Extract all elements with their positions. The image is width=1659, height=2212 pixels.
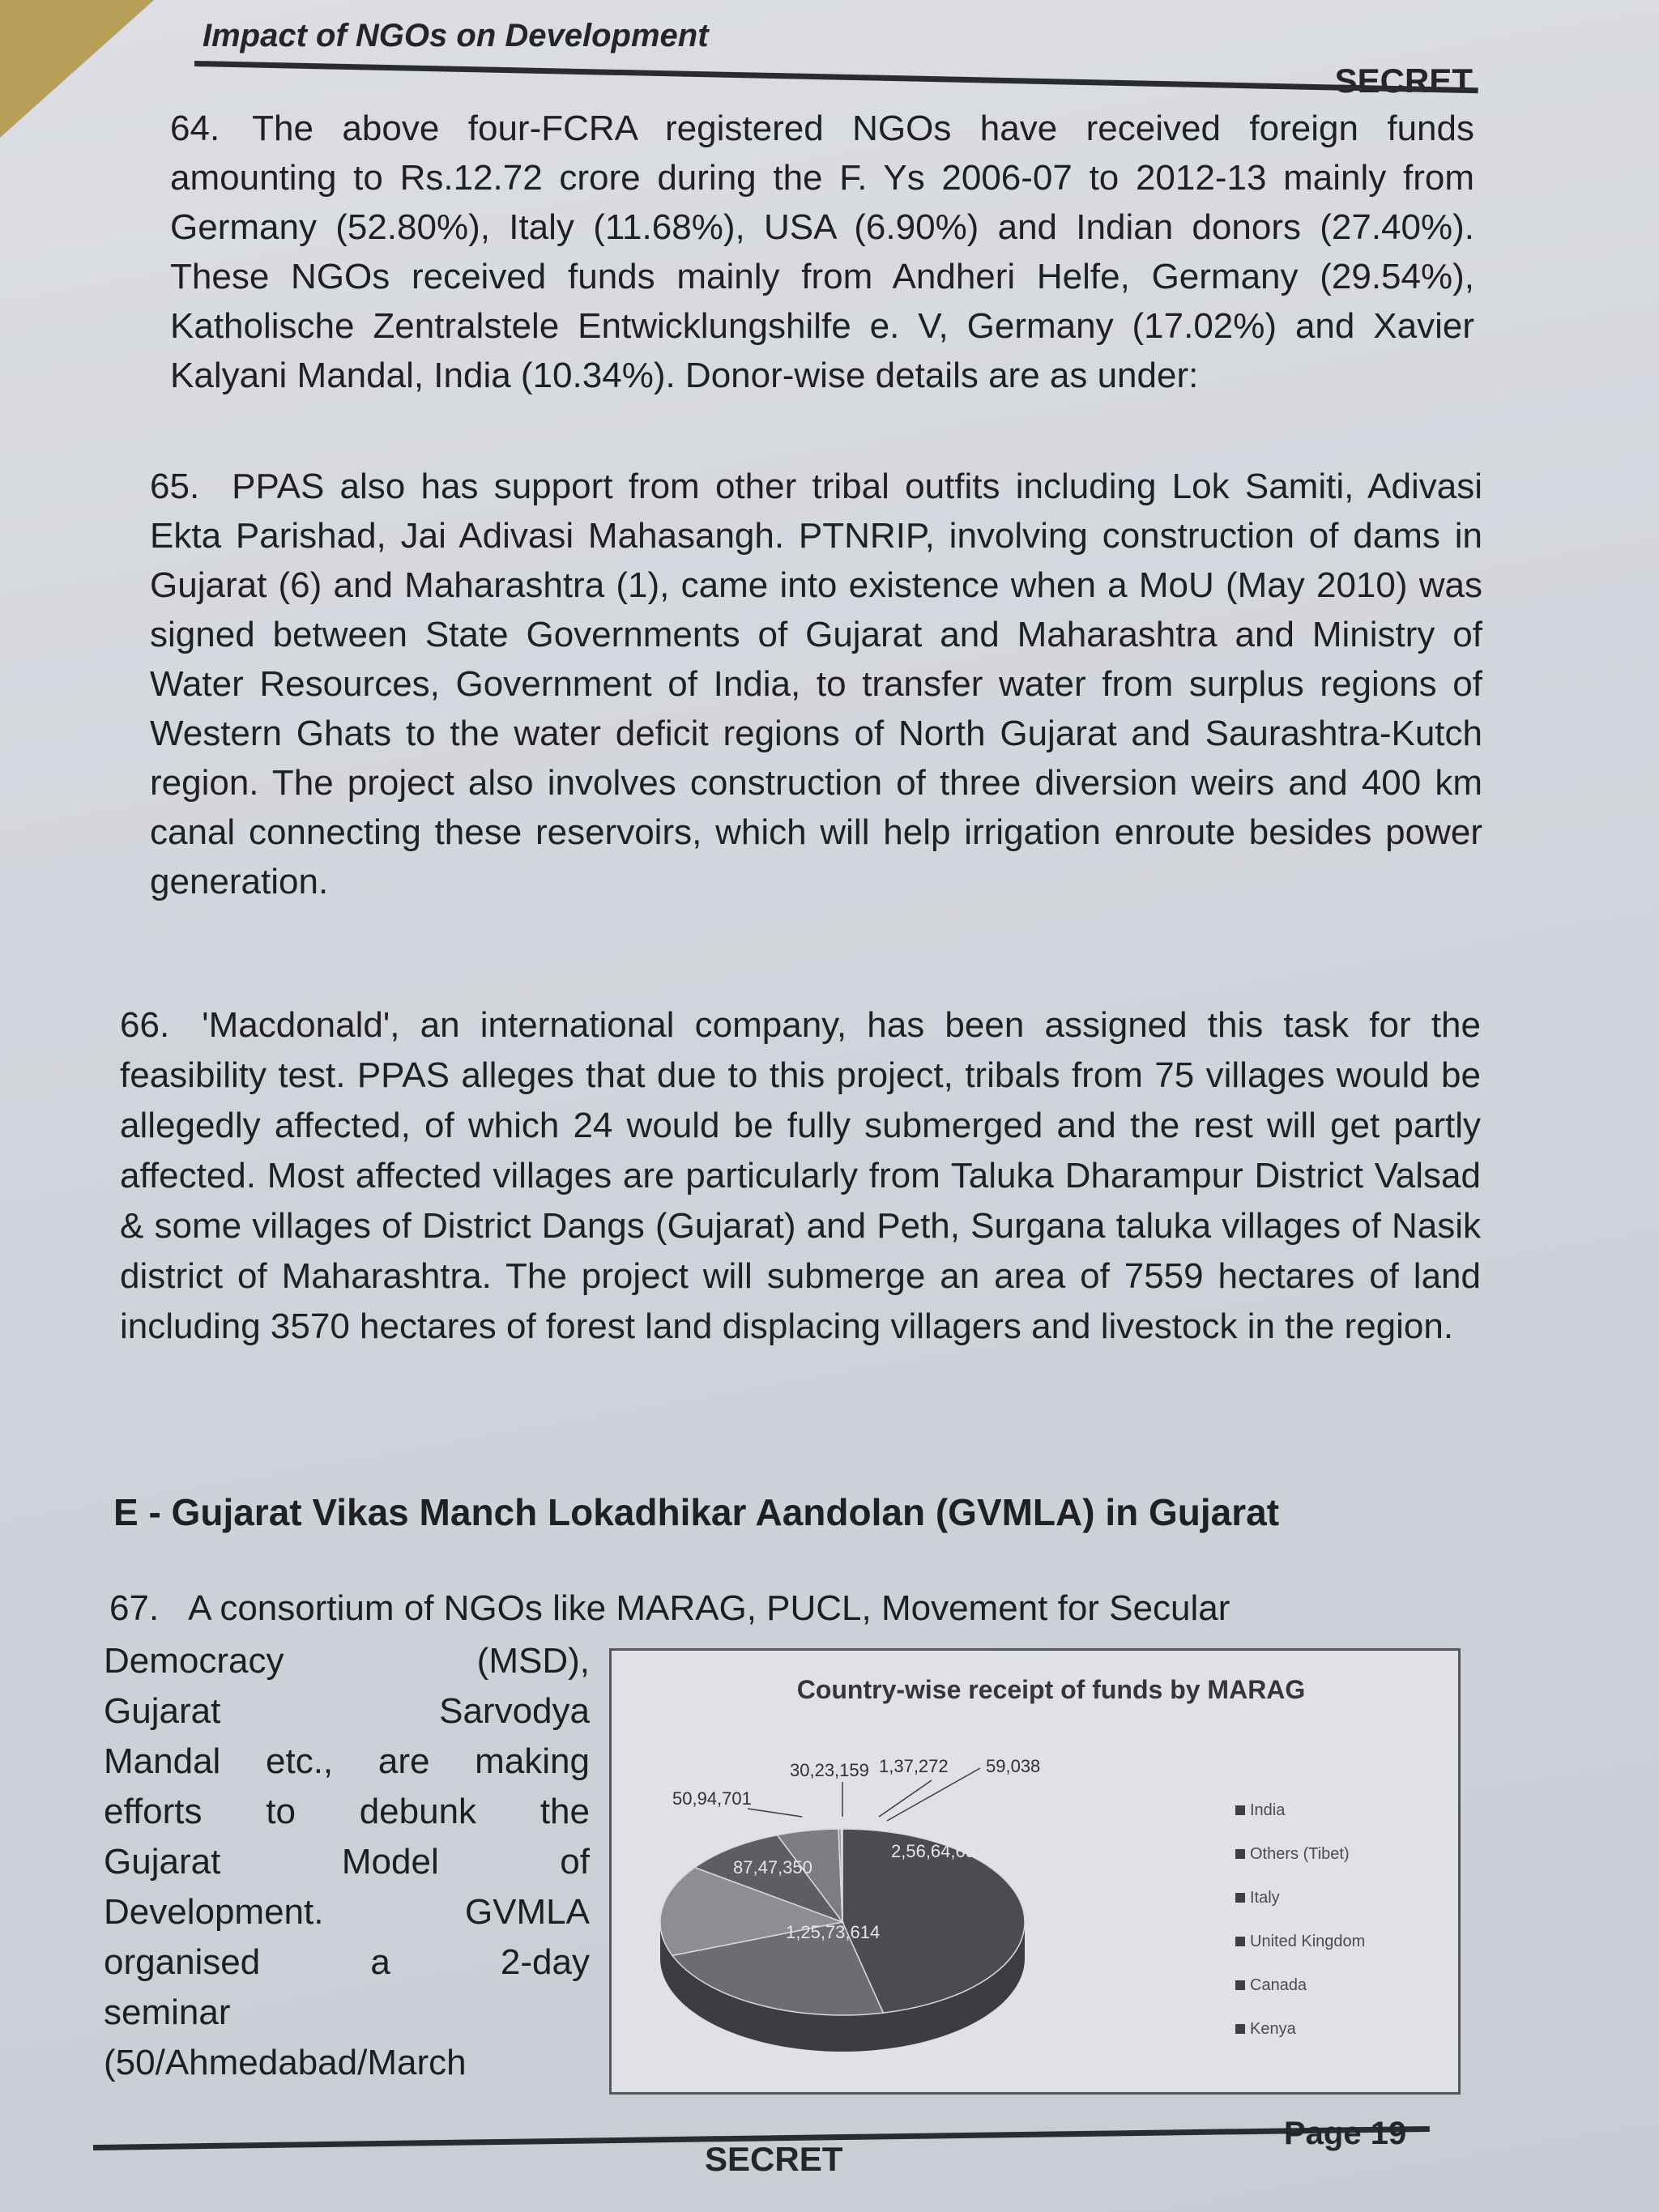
legend-swatch (1235, 1937, 1245, 1946)
footer-classification: SECRET (705, 2140, 843, 2178)
paragraph-number: 67. (109, 1588, 160, 1628)
paragraph-number: 65. (150, 467, 200, 506)
chart-legend (1235, 1788, 1365, 2051)
side-line: organised a 2-day (104, 1942, 590, 1982)
pie-data-label: 1,37,272 (879, 1756, 949, 1776)
paragraph-64 (170, 104, 1474, 400)
side-line: Gujarat Sarvodya (104, 1691, 590, 1731)
legend-item (1235, 1963, 1365, 2007)
legend-item (1235, 1920, 1365, 1963)
side-line: seminar (104, 1993, 231, 2032)
legend-swatch (1235, 1805, 1245, 1815)
legend-label: Canada (1250, 1975, 1307, 1994)
chart-title: Country-wise receipt of funds by MARAG (796, 1675, 1306, 1704)
legend-item (1235, 1832, 1365, 1876)
paragraph-65 (150, 462, 1482, 906)
side-line: (50/Ahmedabad/March (104, 2043, 467, 2082)
legend-item (1235, 1788, 1365, 1832)
legend-label: Others (Tibet) (1250, 1844, 1350, 1863)
legend-swatch (1235, 1980, 1245, 1990)
paragraph-number: 66. (120, 1005, 170, 1045)
side-line: Mandal etc., are making (104, 1741, 590, 1781)
side-line: efforts to debunk the (104, 1792, 590, 1831)
side-line: Gujarat Model of (104, 1842, 590, 1882)
legend-label: India (1250, 1801, 1286, 1819)
legend-item (1235, 1876, 1365, 1920)
paragraph-67-lead (109, 1583, 1470, 1634)
paragraph-66 (120, 1000, 1481, 1352)
paragraph-text: A consortium of NGOs like MARAG, PUCL, Movement for Secular (188, 1588, 1230, 1628)
paragraph-text: The above four-FCRA registered NGOs have received foreign funds amounting to Rs.12.72 crore during the F. Ys 2006-07 to 2012-13 mainly from Germany (52.80%), Italy (11.68%), USA (6.90%) and Indian donors (27.40%). These NGOs received funds mainly from Andheri Helfe, Germany (29.54%), Katholische Zentralstele Entwicklungshilfe e. V, Germany (17.02%) and Xavier Kalyani Mandal, India (10.34%). Donor-wise details are as under: (170, 109, 1474, 395)
legend-label: Kenya (1250, 2019, 1296, 2038)
section-heading: E - Gujarat Vikas Manch Lokadhikar Aandolan (GVMLA) in Gujarat (113, 1491, 1280, 1533)
header-title: Impact of NGOs on Development (203, 18, 709, 53)
header-classification: SECRET (1334, 62, 1473, 100)
paragraph-number: 64. (170, 109, 220, 148)
header-rule (194, 61, 1478, 93)
legend-label: United Kingdom (1250, 1932, 1366, 1950)
legend-swatch (1235, 2024, 1245, 2034)
page-number: Page 19 (1284, 2116, 1407, 2151)
pie-data-label: 2,56,64,693 (891, 1841, 986, 1861)
legend-swatch (1235, 1849, 1245, 1859)
pie-leader-line (879, 1780, 932, 1817)
pie-data-label: 87,47,350 (733, 1857, 812, 1877)
page-corner (0, 0, 154, 138)
legend-item (1235, 2007, 1365, 2051)
pie-data-label: 30,23,159 (790, 1760, 869, 1780)
side-line: Democracy (MSD), (104, 1641, 590, 1681)
paragraph-text: 'Macdonald', an international company, has been assigned this task for the feasibility test. PPAS alleges that due to this project, tribals from 75 villages would be allegedly affected, of which 24 would be fully submerged and the rest will get partly affected. Most affected villages are particularly from Taluka Dharampur District Valsad & some villages of District Dangs (Gujarat) and Peth, Surgana taluka villages of Nasik district of Maharashtra. The project will submerge an area of 7559 hectares of land including 3570 hectares of forest land displacing villagers and livestock in the region. (120, 1005, 1481, 1346)
pie-data-label: 59,038 (986, 1756, 1041, 1776)
paragraph-text: PPAS also has support from other tribal outfits including Lok Samiti, Adivasi Ekta Parishad, Jai Adivasi Mahasangh. PTNRIP, involving construction of dams in Gujarat (6) and Maharashtra (1), came into existence when a MoU (May 2010) was signed between State Governments of Gujarat and Maharashtra and Ministry of Water Resources, Government of India, to transfer water from surplus regions of Western Ghats to the water deficit regions of North Gujarat and Saurashtra-Kutch region. The project also involves construction of three diversion weirs and 400 km canal connecting these reservoirs, which will help irrigation enroute besides power generation. (150, 467, 1482, 901)
paragraph-67-side (104, 1636, 590, 2088)
side-line: Development. GVMLA (104, 1892, 590, 1932)
pie-chart-box (609, 1648, 1461, 2095)
legend-swatch (1235, 1893, 1245, 1903)
pie-data-label: 1,25,73,614 (786, 1922, 881, 1942)
pie-data-label: 50,94,701 (672, 1788, 752, 1809)
legend-label: Italy (1250, 1888, 1280, 1907)
pie-leader-line (748, 1809, 802, 1817)
